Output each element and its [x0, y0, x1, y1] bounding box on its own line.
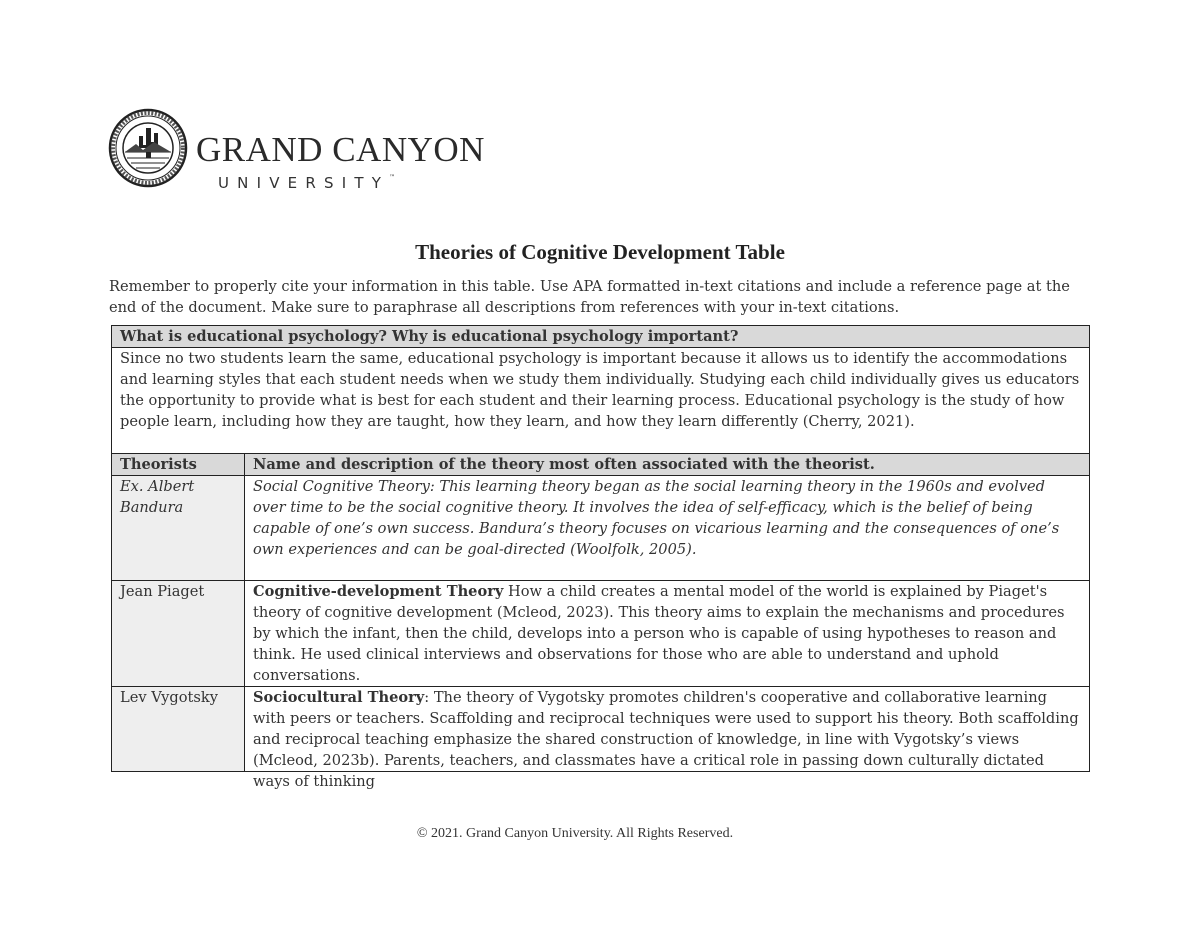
theorist-name: Jean Piaget [112, 581, 245, 687]
theory-name: Social Cognitive Theory: [253, 478, 435, 495]
question-heading: What is educational psychology? Why is educational psychology important? [112, 326, 1090, 348]
column-header-theory: Name and description of the theory most often associated with the theorist. [245, 454, 1090, 476]
table-row [112, 581, 1090, 687]
logo-subtitle-text: UNIVERSITY [218, 174, 390, 192]
question-answer-row [112, 348, 1090, 454]
theory-description-clip [253, 687, 1081, 790]
copyright-footer: © 2021. Grand Canyon University. All Rights Reserved. [416, 826, 734, 841]
table-row [112, 476, 1090, 581]
question-answer: Since no two students learn the same, educational psychology is important because it allows us to identify the accommodations and learning styles that each student needs when we study them individually. Studying each child individually gives us educators the opportunity to provide what is best for each student and their learning process. Educational psychology is the study of how people learn, including how they are taught, how they learn, and how they learn differently (Cherry, 2021). [112, 348, 1090, 454]
theorist-name: Lev Vygotsky [112, 687, 245, 772]
table-row [112, 687, 1090, 772]
question-header-row [112, 326, 1090, 348]
page-title: Theories of Cognitive Development Table [415, 240, 785, 264]
theory-description: : The theory of Vygotsky promotes children's cooperative and collaborative learning with peers or teachers. Scaffolding and reciprocal techniques were used to support his theory. Both scaffolding and reciprocal teaching emphasize the shared construction of knowledge, in line with Vygotsky’s views (Mcleod, 2023b). Parents, teachers, and classmates have a critical role in passing down culturally dictated ways of thinking [253, 689, 1079, 790]
column-header-theorists: Theorists [112, 454, 245, 476]
theory-description: How a child creates a mental model of the world is explained by Piaget's theory of cognitive development (Mcleod, 2023). This theory aims to explain the mechanisms and procedures by which the infant, then the child, develops into a person who is capable of using hypotheses to reason and think. He used clinical interviews and observations for those who are able to understand and uphold conversations. [253, 583, 1065, 684]
logo-wordmark: GRAND CANYON [196, 130, 485, 169]
intro-paragraph: Remember to properly cite your information in this table. Use APA formatted in-text citations and include a reference page at the end of the document. Make sure to paraphrase all descriptions from references with your in-text citations. [109, 278, 1070, 316]
theorist-name: Ex. Albert Bandura [112, 476, 245, 581]
column-header-row [112, 454, 1090, 476]
logo-subtitle [218, 174, 395, 192]
trademark-mark: ™ [389, 174, 396, 181]
theory-description-cell [245, 687, 1090, 790]
theories-table [111, 325, 1090, 790]
university-seal-icon [108, 106, 188, 190]
theory-description-cell [245, 476, 1090, 581]
theory-description: This learning theory began as the social learning theory in the 1960s and evolved over time to be the social cognitive theory. It involves the idea of self-efficacy, which is the belief of being capable of one’s own success. Bandura’s theory focuses on vicarious learning and the consequences of one’s own experiences and can be goal-directed (Woolfolk, 2005). [253, 478, 1060, 558]
theory-name: Cognitive-development Theory [253, 583, 504, 600]
university-logo [108, 106, 488, 190]
theory-name: Sociocultural Theory [253, 689, 425, 706]
theory-description-cell [245, 581, 1090, 687]
